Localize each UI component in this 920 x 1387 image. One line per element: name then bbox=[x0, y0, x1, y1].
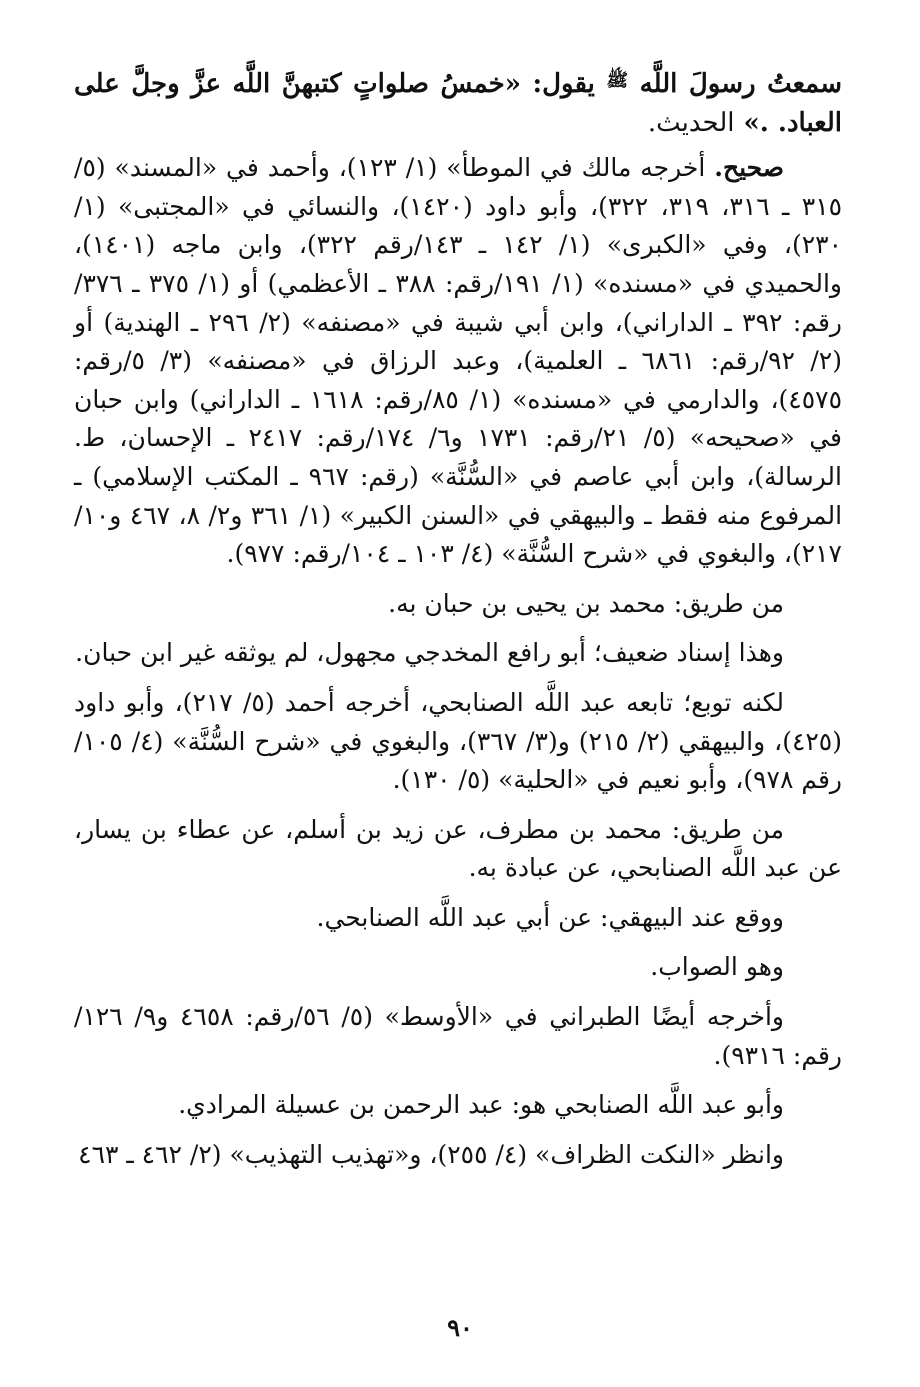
text-column bbox=[74, 62, 842, 1174]
paragraph-bayhaqi: ووقع عند البيهقي: عن أبي عبد اللَّه الصنابحي. bbox=[316, 902, 784, 932]
honorific-glyph: ﷺ bbox=[606, 70, 629, 91]
paragraph-tabarani: وأخرجه أيضًا الطبراني في «الأوسط» (٥/ ٥٦/رقم: ٤٦٥٨ و٩/ ١٢٦/ رقم: ٩٣١٦). bbox=[74, 1002, 842, 1070]
verdict-label: صحيح. bbox=[714, 153, 784, 183]
paragraph-references: وانظر «النكت الظراف» (٤/ ٢٥٥)، و«تهذيب التهذيب» (٢/ ٤٦٢ ـ ٤٦٣ bbox=[78, 1139, 784, 1169]
paragraph-narrator: وأبو عبد اللَّه الصنابحي هو: عبد الرحمن بن عسيلة المرادي. bbox=[178, 1090, 784, 1120]
page-number: ٩٠ bbox=[447, 1313, 473, 1342]
hadith-body: يقول: «خمسُ صلواتٍ كتبهنَّ اللَّه عزَّ وجلَّ على العباد. .» bbox=[74, 69, 842, 138]
paragraph-takhrij bbox=[74, 149, 842, 574]
paragraph-text: أخرجه مالك في الموطأ» (١/ ١٢٣)، وأحمد في «المسند» (٥/ ٣١٥ ـ ٣١٦، ٣١٩، ٣٢٢)، وأبو داود (١٤٢٠)، والنسائي في «المجتبى» (١/ ٢٣٠)، وفي «الكبرى» (١/ ١٤٢ ـ ١٤٣/رقم ٣٢٢)، وابن ماجه (١٤٠١)، والحميدي في «مسنده» (١/ ١٩١/رقم: ٣٨٨ ـ الأعظمي) أو (١/ ٣٧٥ ـ ٣٧٦/ رقم: ٣٩٢ ـ الداراني)، وابن أبي شيبة في «مصنفه» (٢/ ٢٩٦ ـ الهندية) أو (٢/ ٩٢/رقم: ٦٨٦١ ـ العلمية)، وعبد الرزاق في «مصنفه» (٣/ ٥/رقم: ٤٥٧٥)، والدارمي في «مسنده» (١/ ٨٥/رقم: ١٦١٨ ـ الداراني) وابن حبان في «صحيحه» (٥/ ٢١/رقم: ١٧٣١ و٦/ ١٧٤/رقم: ٢٤١٧ ـ الإحسان، ط. الرسالة)، وابن أبي عاصم في «السُّنَّة» (رقم: ٩٦٧ ـ المكتب الإسلامي) ـ المرفوع منه فقط ـ والبيهقي في «السنن الكبير» (١/ ٣٦١ و٢/ ٨، ٤٦٧ و١٠/ ٢١٧)، والبغوي في «شرح السُّنَّة» (٤/ ١٠٣ ـ ١٠٤/رقم: ٩٧٧). bbox=[74, 153, 843, 569]
hadith-text bbox=[74, 62, 842, 142]
paragraph-chain-1: من طريق: محمد بن يحيى بن حبان به. bbox=[388, 588, 784, 618]
hadith-trail: الحديث. bbox=[647, 107, 735, 138]
paragraph-correct: وهو الصواب. bbox=[650, 952, 784, 982]
hadith-opening: سمعتُ رسولَ اللَّه bbox=[639, 69, 842, 99]
paragraph-chain-2: من طريق: محمد بن مطرف، عن زيد بن أسلم، عن عطاء بن يسار، عن عبد اللَّه الصنابحي، عن عبادة به. bbox=[74, 814, 842, 883]
paragraph-weakness: وهذا إسناد ضعيف؛ أبو رافع المخدجي مجهول، لم يوثقه غير ابن حبان. bbox=[75, 638, 784, 668]
paragraph-corroboration: لكنه توبع؛ تابعه عبد اللَّه الصنابحي، أخرجه أحمد (٥/ ٢١٧)، وأبو داود (٤٢٥)، والبيهقي (٢/ ٢١٥) و(٣/ ٣٦٧)، والبغوي في «شرح السُّنَّة» (٤/ ١٠٥/ رقم ٩٧٨)، وأبو نعيم في «الحلية» (٥/ ١٣٠). bbox=[74, 687, 843, 795]
